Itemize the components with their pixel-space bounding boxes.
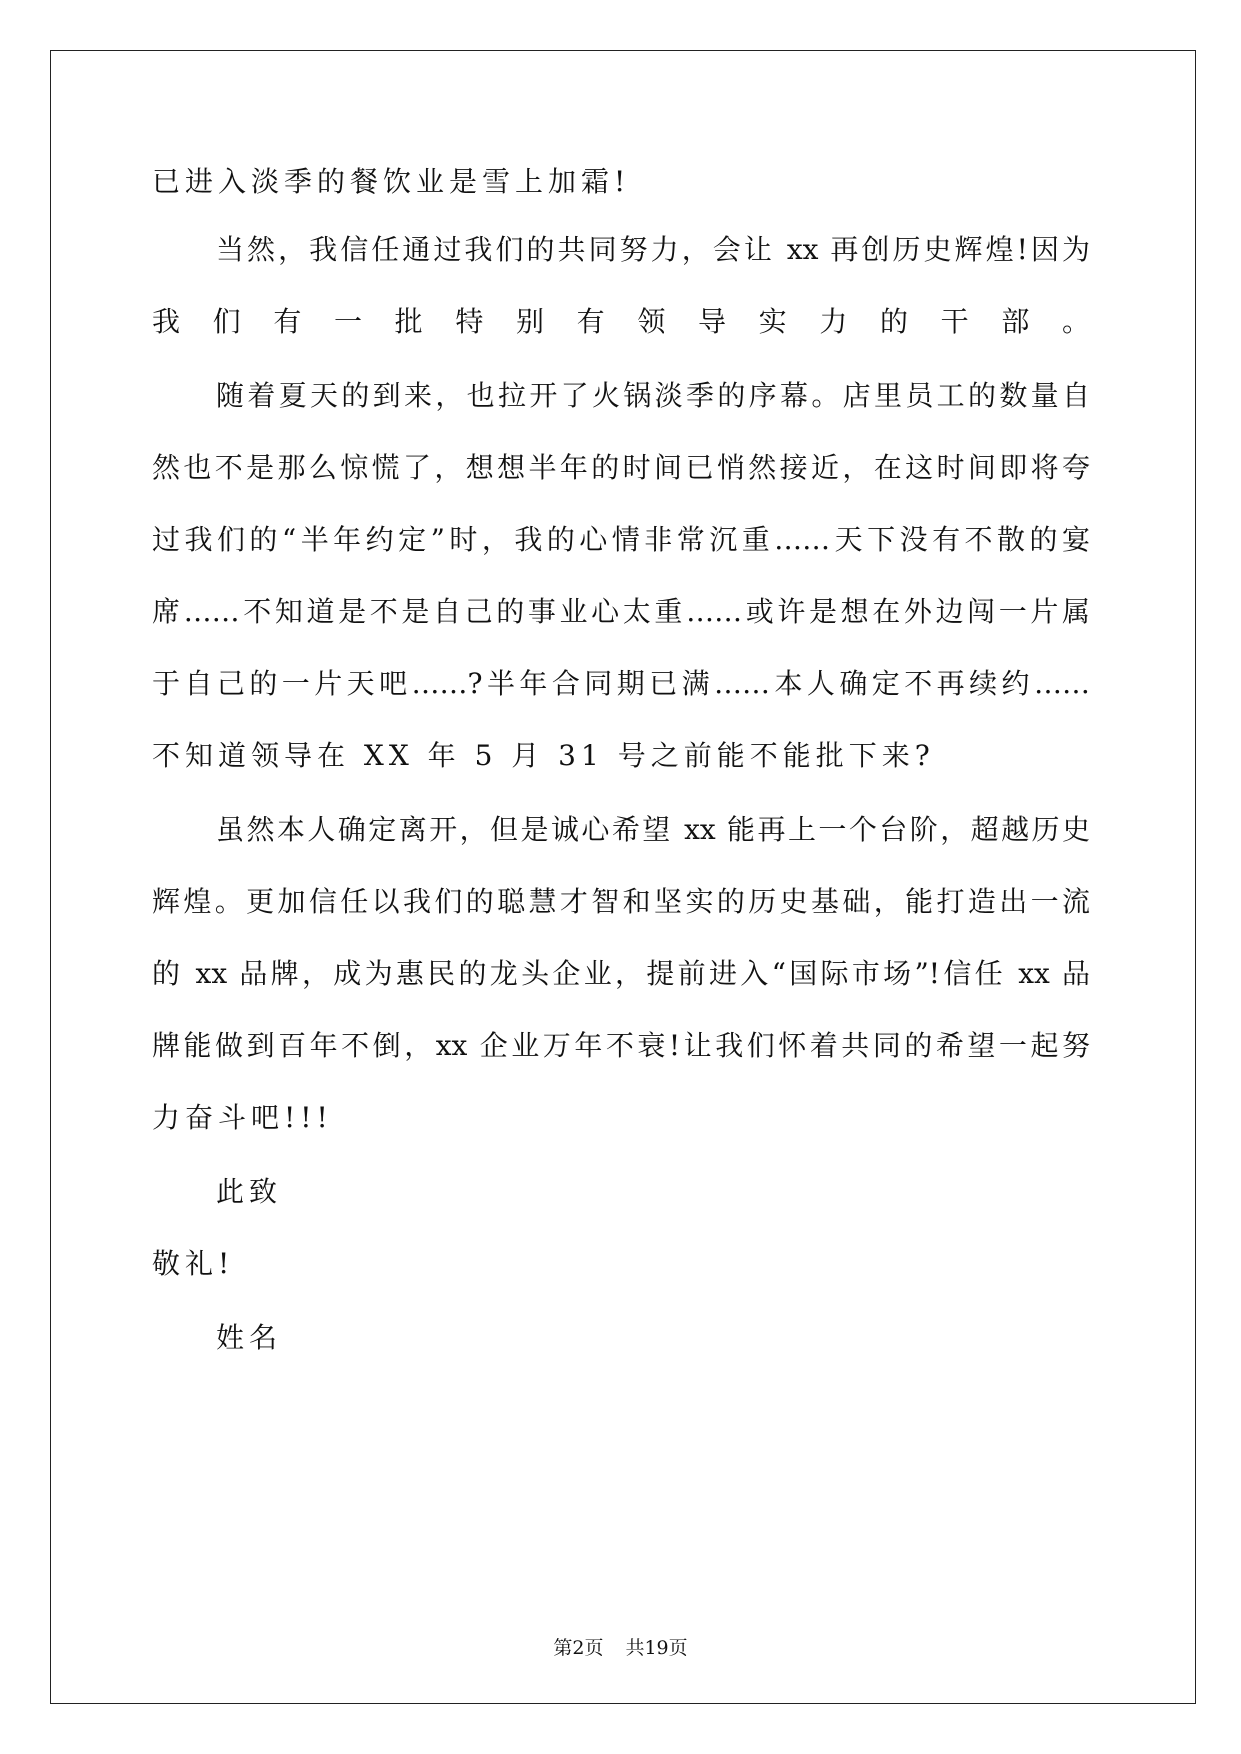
page-total: 共19页 xyxy=(625,1637,688,1659)
closing-regards: 敬礼! xyxy=(152,1247,235,1280)
text-line: 当然，我信任通过我们的共同努力，会让 xx 再创历史辉煌!因为 xyxy=(216,233,1090,266)
signature-name: 姓名 xyxy=(216,1321,283,1354)
text-line: 辉煌。更加信任以我们的聪慧才智和坚实的历史基础，能打造出一流 xyxy=(152,885,1090,918)
text-line: 于自己的一片天吧……?半年合同期已满……本人确定不再续约…… xyxy=(152,667,1090,700)
text-line: 已进入淡季的餐饮业是雪上加霜! xyxy=(152,165,631,198)
text-line: 我们有一批特别有领导实力的干部。 xyxy=(152,305,1090,338)
page-border xyxy=(50,50,1196,1704)
text-line: 不知道领导在 XX 年 5 月 31 号之前能不能批下来? xyxy=(152,739,935,772)
text-line: 席……不知道是不是自己的事业心太重……或许是想在外边闯一片属 xyxy=(152,595,1090,628)
text-line: 随着夏天的到来，也拉开了火锅淡季的序幕。店里员工的数量自 xyxy=(216,379,1090,412)
page-footer xyxy=(0,1636,1241,1660)
text-line: 力奋斗吧!!! xyxy=(152,1101,333,1134)
text-line: 然也不是那么惊慌了，想想半年的时间已悄然接近，在这时间即将夸 xyxy=(152,451,1090,484)
text-line: 牌能做到百年不倒，xx 企业万年不衰!让我们怀着共同的希望一起努 xyxy=(152,1029,1090,1062)
closing-salutation: 此致 xyxy=(216,1175,283,1208)
text-line: 虽然本人确定离开，但是诚心希望 xx 能再上一个台阶，超越历史 xyxy=(216,813,1090,846)
text-line: 的 xx 品牌，成为惠民的龙头企业，提前进入“国际市场”!信任 xx 品 xyxy=(152,957,1090,990)
page-number: 第2页 xyxy=(553,1637,604,1659)
text-line: 过我们的“半年约定”时，我的心情非常沉重……天下没有不散的宴 xyxy=(152,523,1090,556)
